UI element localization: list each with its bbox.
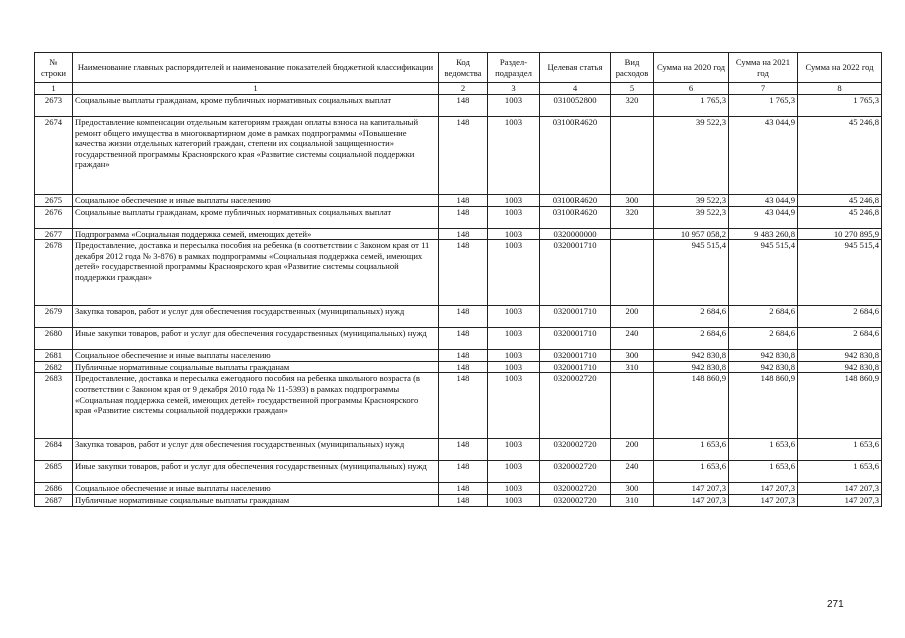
row-sum-2022: 942 830,8: [798, 361, 882, 373]
row-sum-2022: 942 830,8: [798, 350, 882, 362]
header-dept-code: Код ведомства: [439, 53, 488, 83]
table-row: [35, 95, 882, 117]
row-name: Предоставление компенсации отдельным категориям граждан оплаты взноса на капитальный ремонт общего имущества в многоквартирном доме в рамках подпрограммы «Повышение качества жизни отдельных категорий граждан, степени их социальной защищенности» государственной программы Красноярского края «Развитие системы социальной поддержки граждан»: [73, 117, 439, 195]
header-sum-2020: Сумма на 2020 год: [654, 53, 729, 83]
row-target: 03100R4620: [540, 195, 611, 207]
row-number: 2687: [35, 494, 73, 506]
row-section: 1003: [488, 373, 540, 439]
row-sum-2020: 1 653,6: [654, 439, 729, 461]
row-dept-code: 148: [439, 195, 488, 207]
row-number: 2674: [35, 117, 73, 195]
row-number: 2677: [35, 228, 73, 240]
row-target: 0320001710: [540, 361, 611, 373]
row-expense-type: 300: [611, 483, 654, 495]
row-name: Социальное обеспечение и иные выплаты населению: [73, 350, 439, 362]
row-sum-2021: 945 515,4: [729, 240, 798, 306]
row-sum-2020: 2 684,6: [654, 306, 729, 328]
header-name: Наименование главных распорядителей и наименование показателей бюджетной классификации: [73, 53, 439, 83]
row-target: 0320002720: [540, 439, 611, 461]
row-target: 0320001710: [540, 306, 611, 328]
row-name: Предоставление, доставка и пересылка пособия на ребенка (в соответствии с Законом края от 11 декабря 2012 года № 3-876) в рамках подпрограммы «Социальная поддержка семей, имеющих детей» государственной программы Красноярского края «Развитие системы социальной поддержки граждан»: [73, 240, 439, 306]
row-number: 2682: [35, 361, 73, 373]
row-sum-2022: 2 684,6: [798, 306, 882, 328]
row-expense-type: 300: [611, 195, 654, 207]
row-dept-code: 148: [439, 483, 488, 495]
row-sum-2020: 945 515,4: [654, 240, 729, 306]
row-name: Социальное обеспечение и иные выплаты населению: [73, 195, 439, 207]
row-sum-2021: 1 765,3: [729, 95, 798, 117]
row-name: Социальные выплаты гражданам, кроме публичных нормативных социальных выплат: [73, 95, 439, 117]
row-target: 0320002720: [540, 494, 611, 506]
row-sum-2021: 1 653,6: [729, 461, 798, 483]
row-name: Закупка товаров, работ и услуг для обеспечения государственных (муниципальных) нужд: [73, 439, 439, 461]
row-sum-2022: 147 207,3: [798, 494, 882, 506]
row-sum-2020: 147 207,3: [654, 483, 729, 495]
header-row: [35, 53, 882, 83]
row-target: 0320001710: [540, 328, 611, 350]
row-number: 2685: [35, 461, 73, 483]
row-name: Предоставление, доставка и пересылка ежегодного пособия на ребенка школьного возраста (в соответствии с Законом края от 9 декабря 2010 года № 11-5393) в рамках подпрограммы «Социальная поддержка семей, имеющих детей» государственной программы Красноярского края «Развитие системы социальной поддержки граждан»: [73, 373, 439, 439]
row-name: Социальное обеспечение и иные выплаты населению: [73, 483, 439, 495]
row-sum-2021: 43 044,9: [729, 206, 798, 228]
row-target: 0320002720: [540, 461, 611, 483]
row-dept-code: 148: [439, 439, 488, 461]
row-number: 2673: [35, 95, 73, 117]
row-section: 1003: [488, 228, 540, 240]
row-name: Иные закупки товаров, работ и услуг для обеспечения государственных (муниципальных) нужд: [73, 328, 439, 350]
row-section: 1003: [488, 95, 540, 117]
header-target: Целевая статья: [540, 53, 611, 83]
row-expense-type: 300: [611, 350, 654, 362]
column-number: 1: [35, 83, 73, 95]
header-row-no: № строки: [35, 53, 73, 83]
row-sum-2020: 1 765,3: [654, 95, 729, 117]
row-target: 0320002720: [540, 373, 611, 439]
row-dept-code: 148: [439, 95, 488, 117]
row-section: 1003: [488, 206, 540, 228]
row-sum-2021: 1 653,6: [729, 439, 798, 461]
table-row: [35, 206, 882, 228]
row-dept-code: 148: [439, 228, 488, 240]
row-sum-2020: 1 653,6: [654, 461, 729, 483]
table-row: [35, 439, 882, 461]
row-sum-2022: 1 653,6: [798, 461, 882, 483]
row-number: 2680: [35, 328, 73, 350]
row-sum-2021: 43 044,9: [729, 195, 798, 207]
header-sum-2022: Сумма на 2022 год: [798, 53, 882, 83]
row-target: 0320001710: [540, 240, 611, 306]
row-dept-code: 148: [439, 328, 488, 350]
table-row: [35, 494, 882, 506]
column-number: 7: [729, 83, 798, 95]
budget-table: [34, 52, 882, 507]
row-section: 1003: [488, 494, 540, 506]
row-number: 2679: [35, 306, 73, 328]
page-number: 271: [827, 599, 844, 610]
table-body: [35, 95, 882, 507]
row-name: Публичные нормативные социальные выплаты гражданам: [73, 361, 439, 373]
row-number: 2683: [35, 373, 73, 439]
column-number: 8: [798, 83, 882, 95]
column-number: 5: [611, 83, 654, 95]
row-number: 2686: [35, 483, 73, 495]
row-section: 1003: [488, 195, 540, 207]
row-sum-2020: 148 860,9: [654, 373, 729, 439]
row-sum-2022: 2 684,6: [798, 328, 882, 350]
row-sum-2021: 147 207,3: [729, 483, 798, 495]
row-target: 0320001710: [540, 350, 611, 362]
row-section: 1003: [488, 483, 540, 495]
column-number: 4: [540, 83, 611, 95]
row-sum-2022: 1 765,3: [798, 95, 882, 117]
column-number: 1: [73, 83, 439, 95]
row-sum-2021: 942 830,8: [729, 361, 798, 373]
row-sum-2021: 9 483 260,8: [729, 228, 798, 240]
row-number: 2681: [35, 350, 73, 362]
table-row: [35, 461, 882, 483]
row-target: 0320002720: [540, 483, 611, 495]
table-row: [35, 483, 882, 495]
row-expense-type: [611, 373, 654, 439]
row-expense-type: 320: [611, 206, 654, 228]
row-section: 1003: [488, 328, 540, 350]
row-section: 1003: [488, 439, 540, 461]
row-sum-2021: 942 830,8: [729, 350, 798, 362]
table-row: [35, 228, 882, 240]
row-target: 0310052800: [540, 95, 611, 117]
table-row: [35, 240, 882, 306]
row-sum-2020: 942 830,8: [654, 361, 729, 373]
row-name: Иные закупки товаров, работ и услуг для обеспечения государственных (муниципальных) нужд: [73, 461, 439, 483]
row-expense-type: 200: [611, 306, 654, 328]
row-expense-type: [611, 117, 654, 195]
row-dept-code: 148: [439, 494, 488, 506]
column-number: 2: [439, 83, 488, 95]
row-dept-code: 148: [439, 461, 488, 483]
row-sum-2022: 45 246,8: [798, 195, 882, 207]
row-expense-type: 310: [611, 494, 654, 506]
row-sum-2021: 2 684,6: [729, 328, 798, 350]
row-sum-2020: 942 830,8: [654, 350, 729, 362]
row-sum-2020: 2 684,6: [654, 328, 729, 350]
row-sum-2022: 10 270 895,9: [798, 228, 882, 240]
row-section: 1003: [488, 350, 540, 362]
row-section: 1003: [488, 361, 540, 373]
column-number: 3: [488, 83, 540, 95]
header-expense-type: Вид расходов: [611, 53, 654, 83]
row-dept-code: 148: [439, 306, 488, 328]
row-sum-2020: 39 522,3: [654, 117, 729, 195]
row-sum-2020: 10 957 058,2: [654, 228, 729, 240]
row-target: 03100R4620: [540, 206, 611, 228]
table-row: [35, 361, 882, 373]
table-row: [35, 350, 882, 362]
row-sum-2022: 45 246,8: [798, 117, 882, 195]
row-expense-type: 310: [611, 361, 654, 373]
row-dept-code: 148: [439, 350, 488, 362]
row-number: 2684: [35, 439, 73, 461]
row-expense-type: 240: [611, 328, 654, 350]
row-sum-2021: 147 207,3: [729, 494, 798, 506]
row-number: 2676: [35, 206, 73, 228]
row-sum-2020: 39 522,3: [654, 206, 729, 228]
table-row: [35, 373, 882, 439]
row-sum-2022: 1 653,6: [798, 439, 882, 461]
row-number: 2675: [35, 195, 73, 207]
row-number: 2678: [35, 240, 73, 306]
row-name: Закупка товаров, работ и услуг для обеспечения государственных (муниципальных) нужд: [73, 306, 439, 328]
row-expense-type: 320: [611, 95, 654, 117]
header-sum-2021: Сумма на 2021 год: [729, 53, 798, 83]
row-section: 1003: [488, 240, 540, 306]
row-sum-2020: 147 207,3: [654, 494, 729, 506]
table-row: [35, 195, 882, 207]
row-dept-code: 148: [439, 240, 488, 306]
row-name: Социальные выплаты гражданам, кроме публичных нормативных социальных выплат: [73, 206, 439, 228]
row-section: 1003: [488, 461, 540, 483]
row-expense-type: [611, 228, 654, 240]
row-dept-code: 148: [439, 206, 488, 228]
row-sum-2021: 148 860,9: [729, 373, 798, 439]
row-sum-2022: 945 515,4: [798, 240, 882, 306]
row-section: 1003: [488, 306, 540, 328]
table-row: [35, 306, 882, 328]
header-section: Раздел-подраздел: [488, 53, 540, 83]
row-sum-2022: 147 207,3: [798, 483, 882, 495]
row-target: 0320000000: [540, 228, 611, 240]
row-expense-type: 200: [611, 439, 654, 461]
row-sum-2021: 2 684,6: [729, 306, 798, 328]
row-expense-type: [611, 240, 654, 306]
row-sum-2022: 45 246,8: [798, 206, 882, 228]
row-name: Публичные нормативные социальные выплаты гражданам: [73, 494, 439, 506]
row-sum-2021: 43 044,9: [729, 117, 798, 195]
row-name: Подпрограмма «Социальная поддержка семей, имеющих детей»: [73, 228, 439, 240]
row-expense-type: 240: [611, 461, 654, 483]
row-sum-2022: 148 860,9: [798, 373, 882, 439]
row-target: 03100R4620: [540, 117, 611, 195]
column-number-row: [35, 83, 882, 95]
row-dept-code: 148: [439, 117, 488, 195]
column-number: 6: [654, 83, 729, 95]
table-row: [35, 328, 882, 350]
row-dept-code: 148: [439, 373, 488, 439]
row-sum-2020: 39 522,3: [654, 195, 729, 207]
table-row: [35, 117, 882, 195]
row-dept-code: 148: [439, 361, 488, 373]
row-section: 1003: [488, 117, 540, 195]
